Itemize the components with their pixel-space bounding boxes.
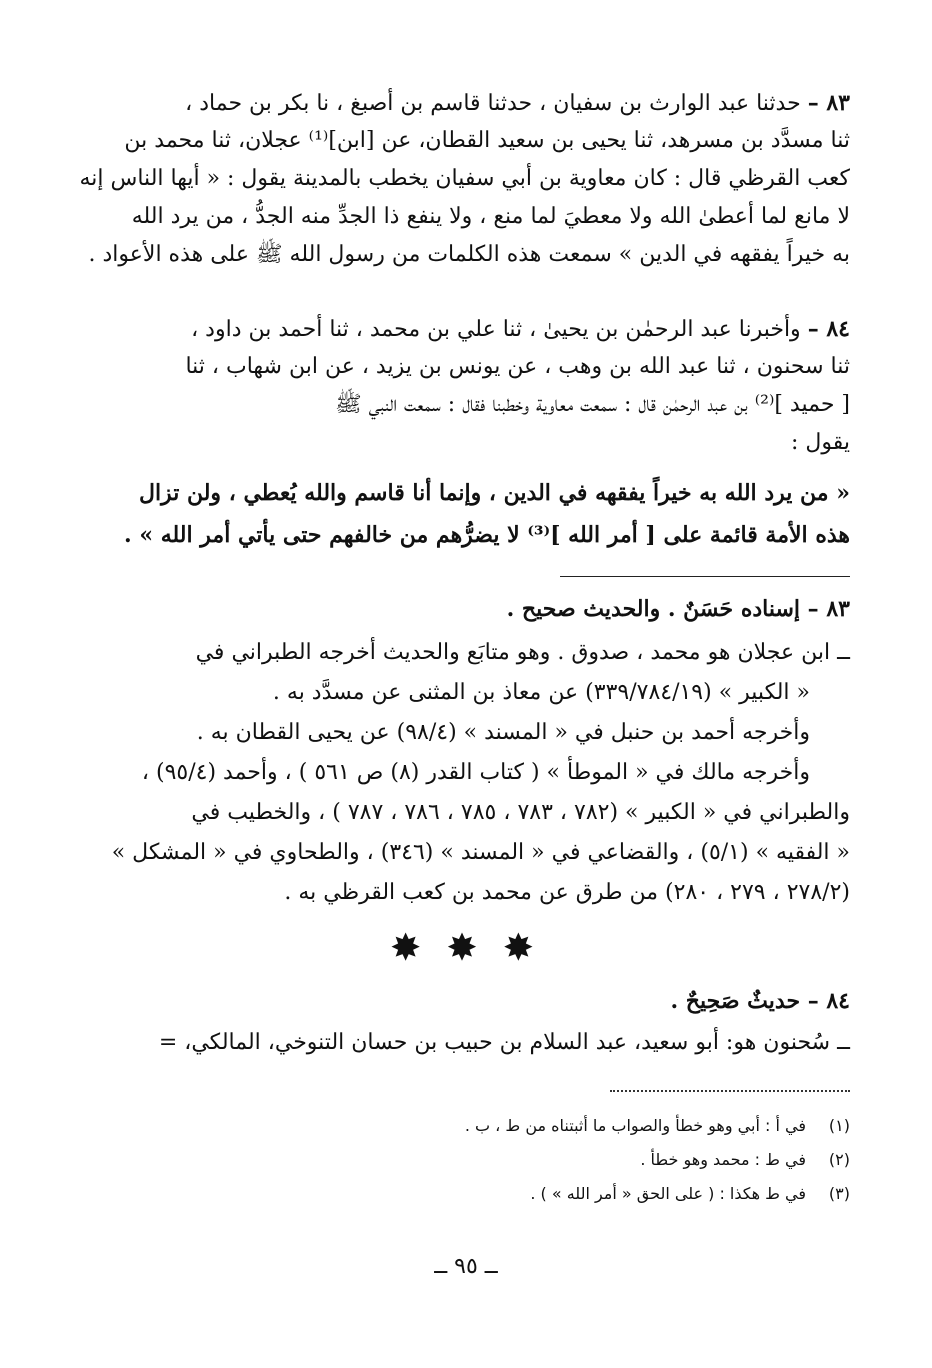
hadith-84-number: ٨٤ –: [807, 316, 850, 342]
hadith-84-line-1: ٨٤ – وأخبرنا عبد الرحمٰن بن يحيىٰ ، ثنا علي بن محمد ، ثنا أحمد بن داود ،: [191, 316, 850, 342]
commentary-84-line-1: ــ سُحنون هو: أبو سعيد، عبد السلام بن حبيب بن حسان التنوخي، المالكي، =: [158, 1030, 850, 1055]
footnote-3-number: (٣): [828, 1184, 850, 1203]
hadith-83-line-5: به خيراً يفقهه في الدين » سمعت هذه الكلمات من رسول الله ﷺ على هذه الأعواد .: [88, 242, 850, 267]
commentary-84-heading: ٨٤ – حديثٌ صَحِيحٌ .: [670, 988, 850, 1014]
footnote-separator: [610, 1090, 850, 1092]
hadith-84-line-4: يقول :: [790, 430, 850, 455]
commentary-83-line-2: « الكبير » (٣٣٩/٧٨٤/١٩) عن معاذ بن المثنى عن مسدَّد به .: [272, 680, 810, 705]
commentary-83-line-7: (٢٧٨/٢ ، ٢٧٩ ، ٢٨٠) من طرق عن محمد بن كعب القرظي به .: [284, 880, 850, 905]
footnote-2: [250, 1148, 850, 1172]
hadith-84: [124, 314, 850, 564]
hadith-84-quote-line-2: هذه الأمة قائمة على [ أمر الله ]⁽³⁾ لا يضرُّهم من خالفهم حتى يأتي أمر الله » .: [124, 522, 850, 548]
footnote-2-number: (٢): [828, 1150, 850, 1169]
commentary-83-line-6: « الفقيه » (٥/١) ، والقضاعي في « المسند » (٣٤٦) ، والطحاوي في « المشكل »: [111, 840, 850, 865]
hadith-83-line-2: ثنا مسدَّد بن مسرهد، ثنا يحيى بن سعيد القطان، عن [ابن]⁽¹⁾ عجلان، ثنا محمد بن: [124, 128, 850, 153]
section-divider: [560, 576, 850, 577]
commentary-84: [160, 986, 850, 1066]
commentary-83-line-1: ــ ابن عجلان هو محمد ، صدوق . وهو متابَع والحديث أخرجه الطبراني في: [195, 640, 850, 665]
footnote-3-text: في ط هكذا : ( على الحق « أمر الله » ) .: [530, 1184, 806, 1203]
hadith-83-number: ٨٣ –: [807, 90, 850, 116]
commentary-83-line-5: والطبراني في « الكبير » (٧٨٢ ، ٧٨٣ ، ٧٨٥ ، ٧٨٦ ، ٧٨٧ ) ، والخطيب في: [191, 800, 850, 825]
hadith-83-line-3: كعب القرظي قال : كان معاوية بن أبي سفيان يخطب بالمدينة يقول : « أيها الناس إنه: [79, 166, 850, 191]
commentary-83-heading: ٨٣ – إسناده حَسَنٌ . والحديث صحيح .: [506, 596, 850, 622]
hadith-84-line-3: [ حميد ]⁽²⁾ بن عبد الرحمٰن قال : سمعت معاوية وخطبنا فقال : سمعت النبي ﷺ: [335, 392, 850, 417]
commentary-83-line-3: وأخرجه أحمد بن حنبل في « المسند » (٩٨/٤) عن يحيى القطان به .: [196, 720, 810, 745]
footnote-1: [250, 1114, 850, 1138]
commentary-83: [111, 594, 850, 914]
hadith-83-line-4: لا مانع لما أعطىٰ الله ولا معطيَ لما منع ، ولا ينفع ذا الجدِّ منه الجدُّ ، من يرد الله: [131, 204, 850, 229]
footnote-3: [250, 1182, 850, 1206]
hadith-84-quote-line-1: « من يرد الله به خيراً يفقهه في الدين ، وإنما أنا قاسم والله يُعطي ، ولن تزال: [138, 480, 850, 506]
page-number: ــ ٩٥ ــ: [434, 1254, 498, 1279]
footnote-1-text: في أ : أبي وهو خطأ والصواب ما أثبتناه من ط ، ب .: [464, 1116, 806, 1135]
footnote-1-number: (١): [828, 1116, 850, 1135]
commentary-83-line-4: وأخرجه مالك في « الموطأ » ( كتاب القدر (٨) ص ٥٦١ ) ، وأحمد (٩٥/٤) ،: [141, 760, 810, 785]
hadith-84-line-2: ثنا سحنون ، ثنا عبد الله بن وهب ، عن يونس بن يزيد ، عن ابن شهاب ، ثنا: [185, 354, 850, 379]
footnote-2-text: في ط : محمد وهو خطأ .: [640, 1150, 806, 1169]
hadith-83: [79, 88, 850, 278]
section-separator-stars: ✸ ✸ ✸: [391, 928, 541, 968]
hadith-83-line-1: ٨٣ – حدثنا عبد الوارث بن سفيان ، حدثنا قاسم بن أصبغ ، نا بكر بن حماد ،: [185, 90, 850, 116]
